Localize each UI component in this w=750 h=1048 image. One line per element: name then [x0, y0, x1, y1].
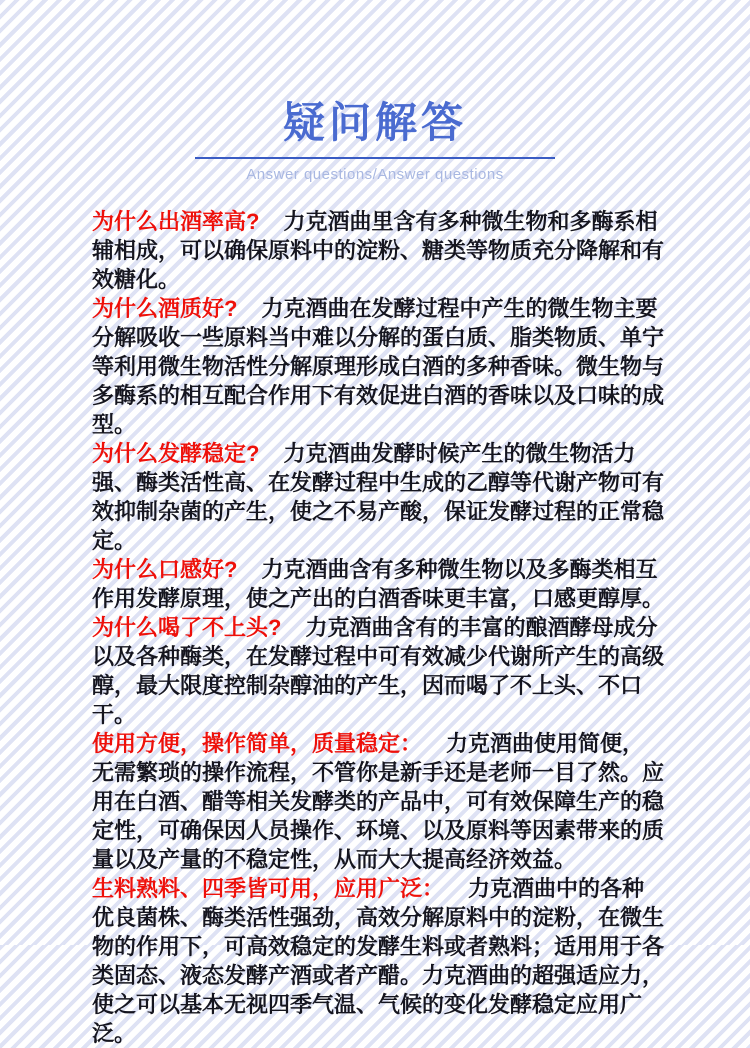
qa-content [92, 207, 664, 1048]
qa-question: 为什么口感好? [92, 557, 238, 583]
qa-item [92, 613, 664, 729]
qa-answer: 力克酒曲中的各种优良菌株、酶类活性强劲，高效分解原料中的淀粉，在微生物的作用下，可高效稳定的发酵生料或者熟料；适用用于各类固态、液态发酵产酒或者产醋。力克酒曲的超强适应力，使之可以基本无视四季气温、气候的变化发酵稳定应用广泛。 [92, 876, 665, 1047]
page-subtitle: Answer questions/Answer questions [246, 166, 504, 184]
qa-answer: 力克酒曲在发酵过程中产生的微生物主要分解吸收一些原料当中难以分解的蛋白质、脂类物质、单宁等利用微生物活性分解原理形成白酒的多种香味。微生物与多酶系的相互配合作用下有效促进白酒的香味以及口味的成型。 [92, 296, 665, 438]
qa-question: 生料熟料、四季皆可用，应用广泛： [92, 876, 445, 902]
qa-answer: 力克酒曲含有的丰富的酿酒酵母成分以及各种酶类，在发酵过程中可有效减少代谢所产生的高级醇，最大限度控制杂醇油的产生，因而喝了不上头、不口干。 [92, 615, 665, 728]
qa-item [92, 294, 664, 439]
qa-item [92, 439, 664, 555]
qa-question: 为什么喝了不上头? [92, 615, 282, 641]
qa-question: 为什么发酵稳定? [92, 441, 260, 467]
qa-item [92, 207, 664, 294]
title-divider [195, 157, 555, 159]
qa-question: 为什么出酒率高? [92, 209, 260, 235]
qa-item [92, 729, 664, 874]
qa-answer: 力克酒曲含有多种微生物以及多酶类相互作用发酵原理，使之产出的白酒香味更丰富，口感更醇厚。 [92, 557, 665, 612]
qa-answer: 力克酒曲里含有多种微生物和多酶系相辅相成，可以确保原料中的淀粉、糖类等物质充分降解和有效糖化。 [92, 209, 665, 293]
qa-item [92, 874, 664, 1048]
qa-question: 使用方便，操作简单，质量稳定： [92, 731, 423, 757]
header [0, 0, 750, 183]
qa-question: 为什么酒质好? [92, 296, 238, 322]
page-title: 疑问解答 [282, 99, 467, 146]
qa-answer: 力克酒曲发酵时候产生的微生物活力强、酶类活性高、在发酵过程中生成的乙醇等代谢产物可有效抑制杂菌的产生，使之不易产酸，保证发酵过程的正常稳定。 [92, 441, 665, 554]
qa-answer: 力克酒曲使用简便，无需繁琐的操作流程，不管你是新手还是老师一目了然。应用在白酒、醋等相关发酵类的产品中，可有效保障生产的稳定性，可确保因人员操作、环境、以及原料等因素带来的质量以及产量的不稳定性，从而大大提高经济效益。 [92, 731, 665, 873]
qa-item [92, 555, 664, 613]
